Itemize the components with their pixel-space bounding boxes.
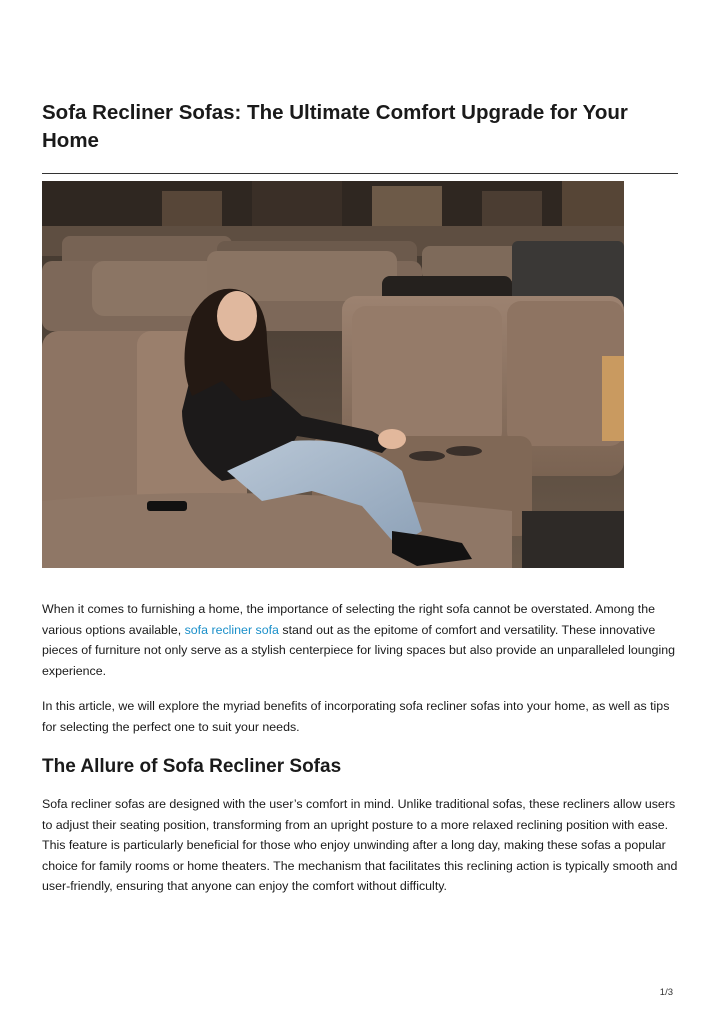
- hero-photo-illustration: [42, 181, 624, 568]
- intro-text-end: stand out as the epitome of comfort and versatility. These innovative pieces of furniture not only serve as a stylish centerpiece for living spaces but also provide an unparalleled lounging experience.: [42, 622, 675, 678]
- page-number: 1/3: [659, 987, 673, 998]
- paragraph-2: In this article, we will explore the myriad benefits of incorporating sofa recliner sofas into your home, as well as tips for selecting the perfect one to suit your needs.: [42, 699, 670, 734]
- sofa-recliner-link[interactable]: sofa recliner sofa: [184, 622, 279, 637]
- hero-photo: [42, 181, 624, 568]
- section-heading: The Allure of Sofa Recliner Sofas: [42, 756, 342, 777]
- paragraph-3: Sofa recliner sofas are designed with the user’s comfort in mind. Unlike traditional sofas, these recliners allow users to adjust their seating position, transforming from an upright posture to a more relaxed reclining position with ease. This feature is particularly beneficial for those who enjoy unwinding after a long day, making these sofas a popular choice for family rooms or home theaters. The mechanism that facilitates this reclining action is typically smooth and user-friendly, ensuring that anyone can enjoy the comfort without difficulty.: [42, 797, 678, 894]
- page-title: Sofa Recliner Sofas: The Ultimate Comfort Upgrade for Your Home: [42, 101, 628, 152]
- intro-paragraph: [42, 599, 678, 681]
- intro-text-start: When it comes to furnishing a home, the importance of selecting the right sofa cannot be overstated. Among the various options available,: [42, 602, 655, 637]
- title-divider: [42, 173, 678, 174]
